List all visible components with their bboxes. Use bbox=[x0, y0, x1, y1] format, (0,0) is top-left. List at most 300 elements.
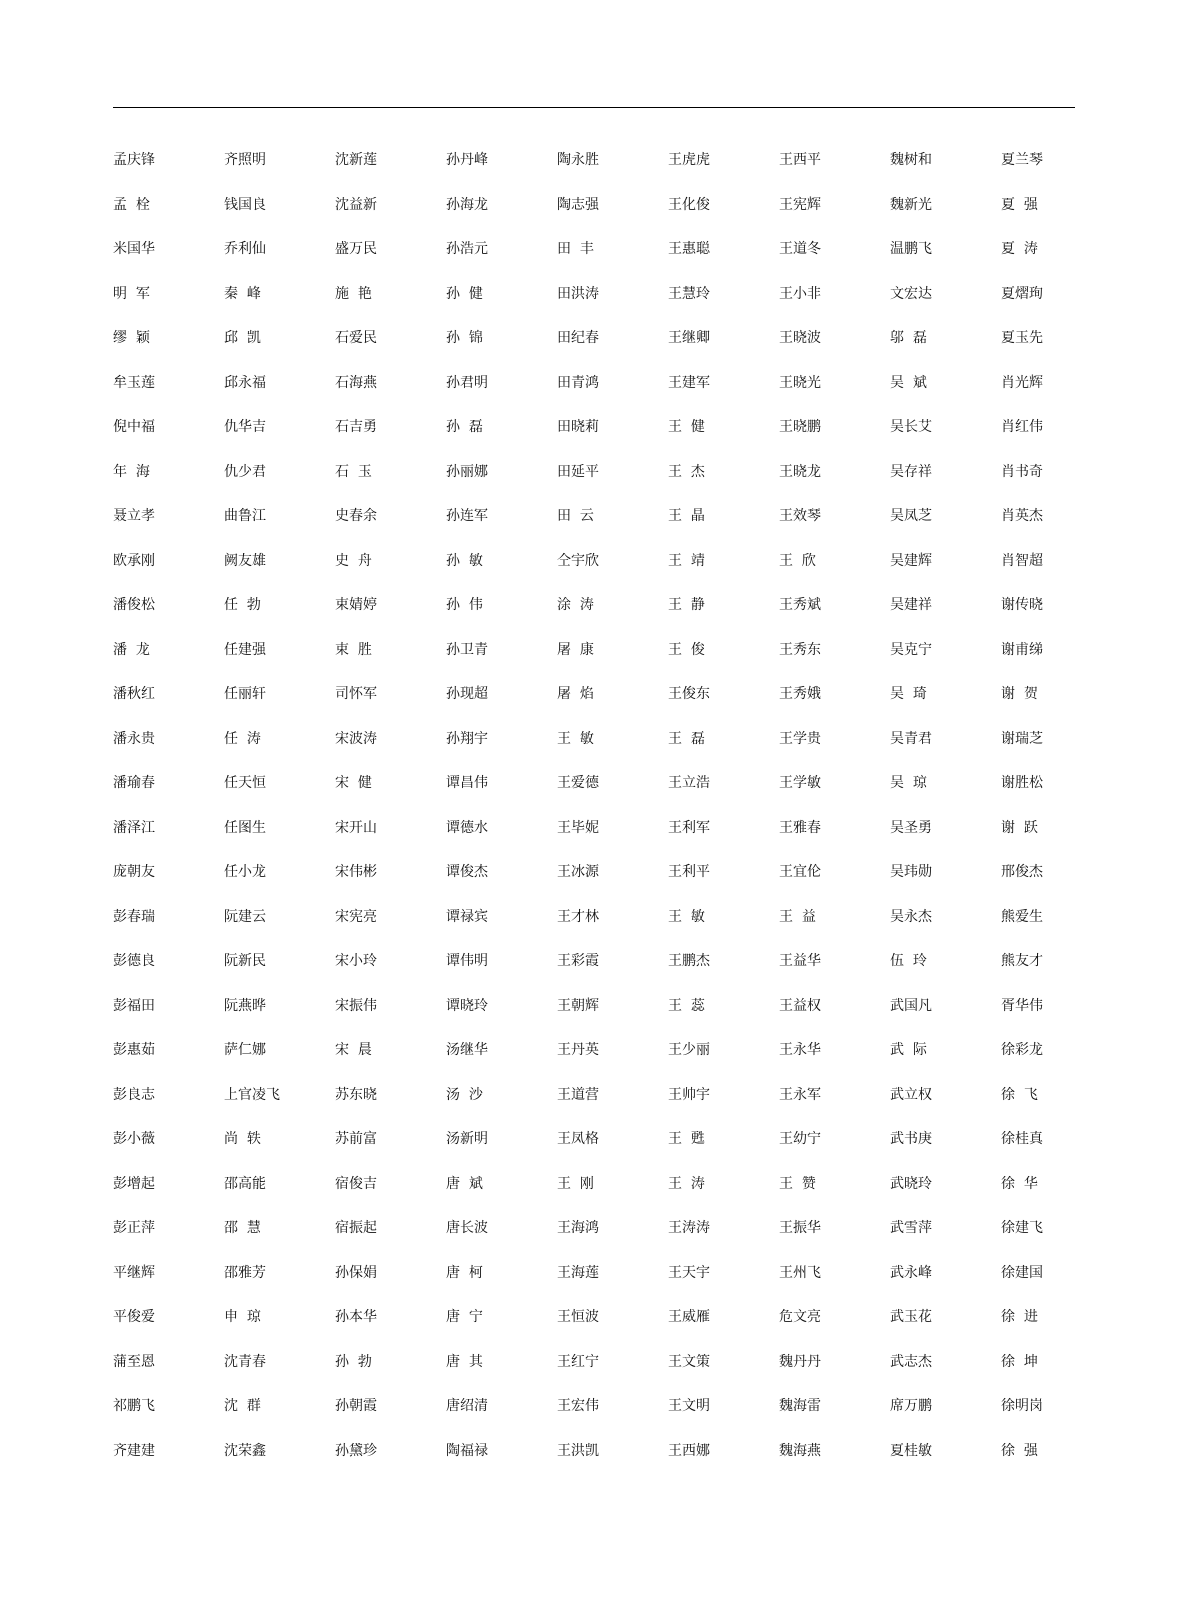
name-entry: 熊友才 bbox=[1001, 953, 1043, 970]
name-entry: 魏树和 bbox=[890, 152, 932, 169]
name-entry: 宋 健 bbox=[335, 775, 372, 792]
name-entry: 胥华伟 bbox=[1001, 997, 1043, 1014]
name-row bbox=[113, 850, 1103, 895]
name-entry: 孙丹峰 bbox=[446, 152, 488, 169]
name-entry: 宋小玲 bbox=[335, 953, 377, 970]
name-entry: 孙 健 bbox=[446, 285, 483, 302]
name-entry: 谭禄宾 bbox=[446, 908, 488, 925]
name-entry: 任丽轩 bbox=[224, 686, 266, 703]
name-entry: 王凤格 bbox=[557, 1131, 599, 1148]
name-entry: 王丹英 bbox=[557, 1042, 599, 1059]
name-entry: 彭小薇 bbox=[113, 1131, 155, 1148]
name-entry: 王文策 bbox=[668, 1353, 710, 1370]
name-entry: 涂 涛 bbox=[557, 597, 594, 614]
name-row bbox=[113, 361, 1103, 406]
name-entry: 上官凌飞 bbox=[224, 1086, 280, 1103]
name-entry: 谭德水 bbox=[446, 819, 488, 836]
name-entry: 彭惠茹 bbox=[113, 1042, 155, 1059]
name-entry: 宋振伟 bbox=[335, 997, 377, 1014]
name-entry: 孙连军 bbox=[446, 508, 488, 525]
name-row bbox=[113, 405, 1103, 450]
name-entry: 施 艳 bbox=[335, 285, 372, 302]
name-entry: 王永华 bbox=[779, 1042, 821, 1059]
name-entry: 吴长艾 bbox=[890, 419, 932, 436]
name-row bbox=[113, 272, 1103, 317]
name-entry: 伍 玲 bbox=[890, 953, 927, 970]
name-entry: 潘永贵 bbox=[113, 730, 155, 747]
name-entry: 王 甦 bbox=[668, 1131, 705, 1148]
name-row bbox=[113, 227, 1103, 272]
name-row bbox=[113, 1162, 1103, 1207]
name-entry: 苏前富 bbox=[335, 1131, 377, 1148]
name-entry: 束 胜 bbox=[335, 641, 372, 658]
name-entry: 阙友雄 bbox=[224, 552, 266, 569]
name-entry: 宋开山 bbox=[335, 819, 377, 836]
name-entry: 孙 敏 bbox=[446, 552, 483, 569]
name-entry: 王建军 bbox=[668, 374, 710, 391]
name-entry: 申 琼 bbox=[224, 1309, 261, 1326]
name-row bbox=[113, 717, 1103, 762]
name-entry: 欧承刚 bbox=[113, 552, 155, 569]
name-entry: 司怀军 bbox=[335, 686, 377, 703]
name-entry: 王西娜 bbox=[668, 1442, 710, 1459]
name-entry: 孙朝霞 bbox=[335, 1398, 377, 1415]
name-entry: 夏玉先 bbox=[1001, 330, 1043, 347]
name-entry: 武立权 bbox=[890, 1086, 932, 1103]
name-entry: 宋波涛 bbox=[335, 730, 377, 747]
name-entry: 王 蕊 bbox=[668, 997, 705, 1014]
name-row bbox=[113, 628, 1103, 673]
name-entry: 王 俊 bbox=[668, 641, 705, 658]
name-entry: 武志杰 bbox=[890, 1353, 932, 1370]
name-entry: 阮燕晔 bbox=[224, 997, 266, 1014]
name-entry: 孙 勃 bbox=[335, 1353, 372, 1370]
name-row bbox=[113, 583, 1103, 628]
name-entry: 魏新光 bbox=[890, 196, 932, 213]
name-entry: 王晓波 bbox=[779, 330, 821, 347]
name-entry: 蒲至恩 bbox=[113, 1353, 155, 1370]
name-entry: 王益华 bbox=[779, 953, 821, 970]
name-entry: 王 欣 bbox=[779, 552, 816, 569]
name-entry: 孙 伟 bbox=[446, 597, 483, 614]
name-entry: 王慧玲 bbox=[668, 285, 710, 302]
name-entry: 魏丹丹 bbox=[779, 1353, 821, 1370]
name-entry: 邵高能 bbox=[224, 1175, 266, 1192]
name-entry: 王鹏杰 bbox=[668, 953, 710, 970]
name-entry: 孙海龙 bbox=[446, 196, 488, 213]
name-entry: 王晓光 bbox=[779, 374, 821, 391]
name-entry: 石爱民 bbox=[335, 330, 377, 347]
name-entry: 田 云 bbox=[557, 508, 594, 525]
name-entry: 王 敏 bbox=[557, 730, 594, 747]
name-entry: 谢传晓 bbox=[1001, 597, 1043, 614]
name-entry: 任建强 bbox=[224, 641, 266, 658]
name-entry: 夏桂敏 bbox=[890, 1442, 932, 1459]
name-entry: 吴 琼 bbox=[890, 775, 927, 792]
name-entry: 武晓玲 bbox=[890, 1175, 932, 1192]
name-entry: 王永军 bbox=[779, 1086, 821, 1103]
top-rule bbox=[113, 107, 1075, 108]
name-entry: 钱国良 bbox=[224, 196, 266, 213]
name-entry: 孙保娟 bbox=[335, 1264, 377, 1281]
name-entry: 仝宇欣 bbox=[557, 552, 599, 569]
name-row bbox=[113, 1073, 1103, 1118]
name-entry: 武国凡 bbox=[890, 997, 932, 1014]
name-entry: 王利军 bbox=[668, 819, 710, 836]
name-entry: 邬 磊 bbox=[890, 330, 927, 347]
name-entry: 武书庚 bbox=[890, 1131, 932, 1148]
name-entry: 王 涛 bbox=[668, 1175, 705, 1192]
name-entry: 夏 强 bbox=[1001, 196, 1038, 213]
name-entry: 彭福田 bbox=[113, 997, 155, 1014]
name-row bbox=[113, 1251, 1103, 1296]
name-entry: 宋伟彬 bbox=[335, 864, 377, 881]
name-row bbox=[113, 1117, 1103, 1162]
name-entry: 宿俊吉 bbox=[335, 1175, 377, 1192]
name-entry: 徐 坤 bbox=[1001, 1353, 1038, 1370]
name-entry: 席万鹏 bbox=[890, 1398, 932, 1415]
name-entry: 徐明岗 bbox=[1001, 1398, 1043, 1415]
name-entry: 祁鹏飞 bbox=[113, 1398, 155, 1415]
name-row bbox=[113, 1206, 1103, 1251]
name-entry: 王晓鹏 bbox=[779, 419, 821, 436]
name-entry: 汤 沙 bbox=[446, 1086, 483, 1103]
name-entry: 王海莲 bbox=[557, 1264, 599, 1281]
name-entry: 石海燕 bbox=[335, 374, 377, 391]
name-entry: 邱 凯 bbox=[224, 330, 261, 347]
name-entry: 王秀斌 bbox=[779, 597, 821, 614]
name-entry: 吴玮勋 bbox=[890, 864, 932, 881]
name-entry: 潘泽江 bbox=[113, 819, 155, 836]
name-entry: 苏东晓 bbox=[335, 1086, 377, 1103]
name-entry: 平继辉 bbox=[113, 1264, 155, 1281]
name-entry: 潘秋红 bbox=[113, 686, 155, 703]
name-entry: 谢 跃 bbox=[1001, 819, 1038, 836]
name-entry: 任图生 bbox=[224, 819, 266, 836]
name-entry: 彭德良 bbox=[113, 953, 155, 970]
name-entry: 孟庆锋 bbox=[113, 152, 155, 169]
name-entry: 宋宪亮 bbox=[335, 908, 377, 925]
name-entry: 徐建飞 bbox=[1001, 1220, 1043, 1237]
name-entry: 武雪萍 bbox=[890, 1220, 932, 1237]
name-entry: 王宏伟 bbox=[557, 1398, 599, 1415]
name-entry: 孙丽娜 bbox=[446, 463, 488, 480]
name-entry: 任天恒 bbox=[224, 775, 266, 792]
name-entry: 齐建建 bbox=[113, 1442, 155, 1459]
name-entry: 沈青春 bbox=[224, 1353, 266, 1370]
name-entry: 王天宇 bbox=[668, 1264, 710, 1281]
name-entry: 孙翔宇 bbox=[446, 730, 488, 747]
name-entry: 王宜伦 bbox=[779, 864, 821, 881]
name-entry: 王州飞 bbox=[779, 1264, 821, 1281]
name-entry: 夏兰琴 bbox=[1001, 152, 1043, 169]
name-entry: 孙本华 bbox=[335, 1309, 377, 1326]
name-entry: 潘瑜春 bbox=[113, 775, 155, 792]
name-entry: 肖红伟 bbox=[1001, 419, 1043, 436]
name-entry: 王学贵 bbox=[779, 730, 821, 747]
name-entry: 武玉花 bbox=[890, 1309, 932, 1326]
name-entry: 王秀东 bbox=[779, 641, 821, 658]
name-entry: 吴 斌 bbox=[890, 374, 927, 391]
name-entry: 彭良志 bbox=[113, 1086, 155, 1103]
name-entry: 阮新民 bbox=[224, 953, 266, 970]
name-entry: 萨仁娜 bbox=[224, 1042, 266, 1059]
name-row bbox=[113, 494, 1103, 539]
name-entry: 谭昌伟 bbox=[446, 775, 488, 792]
name-entry: 王 敏 bbox=[668, 908, 705, 925]
name-entry: 王彩霞 bbox=[557, 953, 599, 970]
name-entry: 谢甫绨 bbox=[1001, 641, 1043, 658]
name-entry: 谢胜松 bbox=[1001, 775, 1043, 792]
name-entry: 吴建祥 bbox=[890, 597, 932, 614]
name-entry: 王恒波 bbox=[557, 1309, 599, 1326]
name-entry: 孟 栓 bbox=[113, 196, 150, 213]
name-entry: 魏海雷 bbox=[779, 1398, 821, 1415]
name-entry: 王 益 bbox=[779, 908, 816, 925]
name-entry: 田纪春 bbox=[557, 330, 599, 347]
name-entry: 阮建云 bbox=[224, 908, 266, 925]
name-row bbox=[113, 450, 1103, 495]
name-entry: 田延平 bbox=[557, 463, 599, 480]
name-row bbox=[113, 138, 1103, 183]
name-entry: 王幼宁 bbox=[779, 1131, 821, 1148]
name-entry: 彭增起 bbox=[113, 1175, 155, 1192]
name-entry: 潘俊松 bbox=[113, 597, 155, 614]
name-entry: 王 杰 bbox=[668, 463, 705, 480]
name-entry: 唐 斌 bbox=[446, 1175, 483, 1192]
name-entry: 王朝辉 bbox=[557, 997, 599, 1014]
name-entry: 乔利仙 bbox=[224, 241, 266, 258]
name-entry: 王惠聪 bbox=[668, 241, 710, 258]
name-entry: 王爱德 bbox=[557, 775, 599, 792]
name-entry: 田晓莉 bbox=[557, 419, 599, 436]
name-entry: 肖英杰 bbox=[1001, 508, 1043, 525]
name-entry: 吴凤芝 bbox=[890, 508, 932, 525]
name-entry: 明 军 bbox=[113, 285, 150, 302]
name-entry: 宿振起 bbox=[335, 1220, 377, 1237]
name-entry: 仇华吉 bbox=[224, 419, 266, 436]
name-entry: 任 勃 bbox=[224, 597, 261, 614]
name-entry: 唐 其 bbox=[446, 1353, 483, 1370]
name-entry: 徐建国 bbox=[1001, 1264, 1043, 1281]
name-row bbox=[113, 939, 1103, 984]
name-entry: 谢瑞芝 bbox=[1001, 730, 1043, 747]
name-row bbox=[113, 1429, 1103, 1474]
name-entry: 沈新莲 bbox=[335, 152, 377, 169]
name-entry: 谭俊杰 bbox=[446, 864, 488, 881]
name-entry: 仇少君 bbox=[224, 463, 266, 480]
name-entry: 唐 宁 bbox=[446, 1309, 483, 1326]
name-entry: 吴青君 bbox=[890, 730, 932, 747]
name-entry: 王宪辉 bbox=[779, 196, 821, 213]
name-entry: 孙卫青 bbox=[446, 641, 488, 658]
name-entry: 王道冬 bbox=[779, 241, 821, 258]
name-entry: 米国华 bbox=[113, 241, 155, 258]
name-entry: 肖书奇 bbox=[1001, 463, 1043, 480]
name-row bbox=[113, 1028, 1103, 1073]
name-entry: 王继卿 bbox=[668, 330, 710, 347]
name-row bbox=[113, 1295, 1103, 1340]
name-entry: 孙 磊 bbox=[446, 419, 483, 436]
name-entry: 王晓龙 bbox=[779, 463, 821, 480]
name-row bbox=[113, 761, 1103, 806]
name-entry: 王 晶 bbox=[668, 508, 705, 525]
name-entry: 吴圣勇 bbox=[890, 819, 932, 836]
name-entry: 王涛涛 bbox=[668, 1220, 710, 1237]
name-entry: 田洪涛 bbox=[557, 285, 599, 302]
name-entry: 徐 飞 bbox=[1001, 1086, 1038, 1103]
name-entry: 孙君明 bbox=[446, 374, 488, 391]
name-entry: 王立浩 bbox=[668, 775, 710, 792]
name-entry: 魏海燕 bbox=[779, 1442, 821, 1459]
name-entry: 彭春瑞 bbox=[113, 908, 155, 925]
name-entry: 孙黛珍 bbox=[335, 1442, 377, 1459]
name-entry: 屠 焰 bbox=[557, 686, 594, 703]
name-entry: 谭伟明 bbox=[446, 953, 488, 970]
name-entry: 夏熠珣 bbox=[1001, 285, 1043, 302]
name-entry: 吴克宁 bbox=[890, 641, 932, 658]
name-entry: 王益权 bbox=[779, 997, 821, 1014]
name-entry: 汤新明 bbox=[446, 1131, 488, 1148]
name-entry: 倪中福 bbox=[113, 419, 155, 436]
name-entry: 秦 峰 bbox=[224, 285, 261, 302]
name-entry: 陶福禄 bbox=[446, 1442, 488, 1459]
name-entry: 徐彩龙 bbox=[1001, 1042, 1043, 1059]
name-row bbox=[113, 1340, 1103, 1385]
name-entry: 谭晓玲 bbox=[446, 997, 488, 1014]
name-entry: 田青鸿 bbox=[557, 374, 599, 391]
name-entry: 王效琴 bbox=[779, 508, 821, 525]
name-entry: 徐桂真 bbox=[1001, 1131, 1043, 1148]
name-entry: 沈荣鑫 bbox=[224, 1442, 266, 1459]
name-row bbox=[113, 1384, 1103, 1429]
name-entry: 曲鲁江 bbox=[224, 508, 266, 525]
name-entry: 尚 轶 bbox=[224, 1131, 261, 1148]
name-entry: 孙现超 bbox=[446, 686, 488, 703]
name-list bbox=[113, 138, 1103, 1473]
name-entry: 齐照明 bbox=[224, 152, 266, 169]
name-entry: 缪 颖 bbox=[113, 330, 150, 347]
name-entry: 王文明 bbox=[668, 1398, 710, 1415]
name-entry: 唐绍清 bbox=[446, 1398, 488, 1415]
name-entry: 屠 康 bbox=[557, 641, 594, 658]
name-entry: 任 涛 bbox=[224, 730, 261, 747]
name-entry: 肖智超 bbox=[1001, 552, 1043, 569]
name-entry: 王西平 bbox=[779, 152, 821, 169]
name-entry: 陶永胜 bbox=[557, 152, 599, 169]
name-entry: 徐 强 bbox=[1001, 1442, 1038, 1459]
name-entry: 盛万民 bbox=[335, 241, 377, 258]
name-entry: 王秀娥 bbox=[779, 686, 821, 703]
name-entry: 王 健 bbox=[668, 419, 705, 436]
name-entry: 王小非 bbox=[779, 285, 821, 302]
name-entry: 王俊东 bbox=[668, 686, 710, 703]
name-entry: 王 刚 bbox=[557, 1175, 594, 1192]
name-row bbox=[113, 895, 1103, 940]
name-row bbox=[113, 806, 1103, 851]
name-entry: 田 丰 bbox=[557, 241, 594, 258]
name-entry: 邱永福 bbox=[224, 374, 266, 391]
name-entry: 王海鸿 bbox=[557, 1220, 599, 1237]
name-row bbox=[113, 672, 1103, 717]
name-entry: 王威雁 bbox=[668, 1309, 710, 1326]
name-entry: 庞朝友 bbox=[113, 864, 155, 881]
name-row bbox=[113, 183, 1103, 228]
name-entry: 束婧婷 bbox=[335, 597, 377, 614]
name-entry: 王 靖 bbox=[668, 552, 705, 569]
name-entry: 汤继华 bbox=[446, 1042, 488, 1059]
name-entry: 武 际 bbox=[890, 1042, 927, 1059]
name-entry: 沈 群 bbox=[224, 1398, 261, 1415]
name-entry: 沈益新 bbox=[335, 196, 377, 213]
name-entry: 徐 进 bbox=[1001, 1309, 1038, 1326]
name-entry: 王帅宇 bbox=[668, 1086, 710, 1103]
name-entry: 王才林 bbox=[557, 908, 599, 925]
name-entry: 王学敏 bbox=[779, 775, 821, 792]
name-row bbox=[113, 316, 1103, 361]
name-entry: 王 静 bbox=[668, 597, 705, 614]
name-entry: 王虎虎 bbox=[668, 152, 710, 169]
name-entry: 文宏达 bbox=[890, 285, 932, 302]
name-entry: 王利平 bbox=[668, 864, 710, 881]
name-entry: 孙 锦 bbox=[446, 330, 483, 347]
name-entry: 史 舟 bbox=[335, 552, 372, 569]
name-entry: 肖光辉 bbox=[1001, 374, 1043, 391]
name-entry: 王红宁 bbox=[557, 1353, 599, 1370]
name-entry: 谢 贺 bbox=[1001, 686, 1038, 703]
name-entry: 邵 慧 bbox=[224, 1220, 261, 1237]
name-entry: 危文亮 bbox=[779, 1309, 821, 1326]
name-entry: 王振华 bbox=[779, 1220, 821, 1237]
name-entry: 聂立孝 bbox=[113, 508, 155, 525]
name-entry: 王少丽 bbox=[668, 1042, 710, 1059]
name-entry: 王 赞 bbox=[779, 1175, 816, 1192]
name-entry: 石吉勇 bbox=[335, 419, 377, 436]
name-entry: 熊爱生 bbox=[1001, 908, 1043, 925]
name-entry: 潘 龙 bbox=[113, 641, 150, 658]
name-entry: 宋 晨 bbox=[335, 1042, 372, 1059]
name-entry: 唐 柯 bbox=[446, 1264, 483, 1281]
name-entry: 石 玉 bbox=[335, 463, 372, 480]
name-entry: 平俊爱 bbox=[113, 1309, 155, 1326]
name-entry: 年 海 bbox=[113, 463, 150, 480]
name-entry: 牟玉莲 bbox=[113, 374, 155, 391]
name-row bbox=[113, 539, 1103, 584]
name-entry: 彭正萍 bbox=[113, 1220, 155, 1237]
name-entry: 吴永杰 bbox=[890, 908, 932, 925]
name-entry: 王洪凯 bbox=[557, 1442, 599, 1459]
name-entry: 王雅春 bbox=[779, 819, 821, 836]
name-entry: 邢俊杰 bbox=[1001, 864, 1043, 881]
name-row bbox=[113, 984, 1103, 1029]
name-entry: 任小龙 bbox=[224, 864, 266, 881]
name-entry: 夏 涛 bbox=[1001, 241, 1038, 258]
name-entry: 吴 琦 bbox=[890, 686, 927, 703]
name-entry: 王冰源 bbox=[557, 864, 599, 881]
name-entry: 唐长波 bbox=[446, 1220, 488, 1237]
name-entry: 邵雅芳 bbox=[224, 1264, 266, 1281]
name-entry: 王毕妮 bbox=[557, 819, 599, 836]
name-entry: 武永峰 bbox=[890, 1264, 932, 1281]
name-entry: 陶志强 bbox=[557, 196, 599, 213]
name-entry: 徐 华 bbox=[1001, 1175, 1038, 1192]
name-entry: 吴建辉 bbox=[890, 552, 932, 569]
name-entry: 吴存祥 bbox=[890, 463, 932, 480]
name-entry: 王 磊 bbox=[668, 730, 705, 747]
name-entry: 王道营 bbox=[557, 1086, 599, 1103]
name-entry: 温鹏飞 bbox=[890, 241, 932, 258]
name-entry: 孙浩元 bbox=[446, 241, 488, 258]
